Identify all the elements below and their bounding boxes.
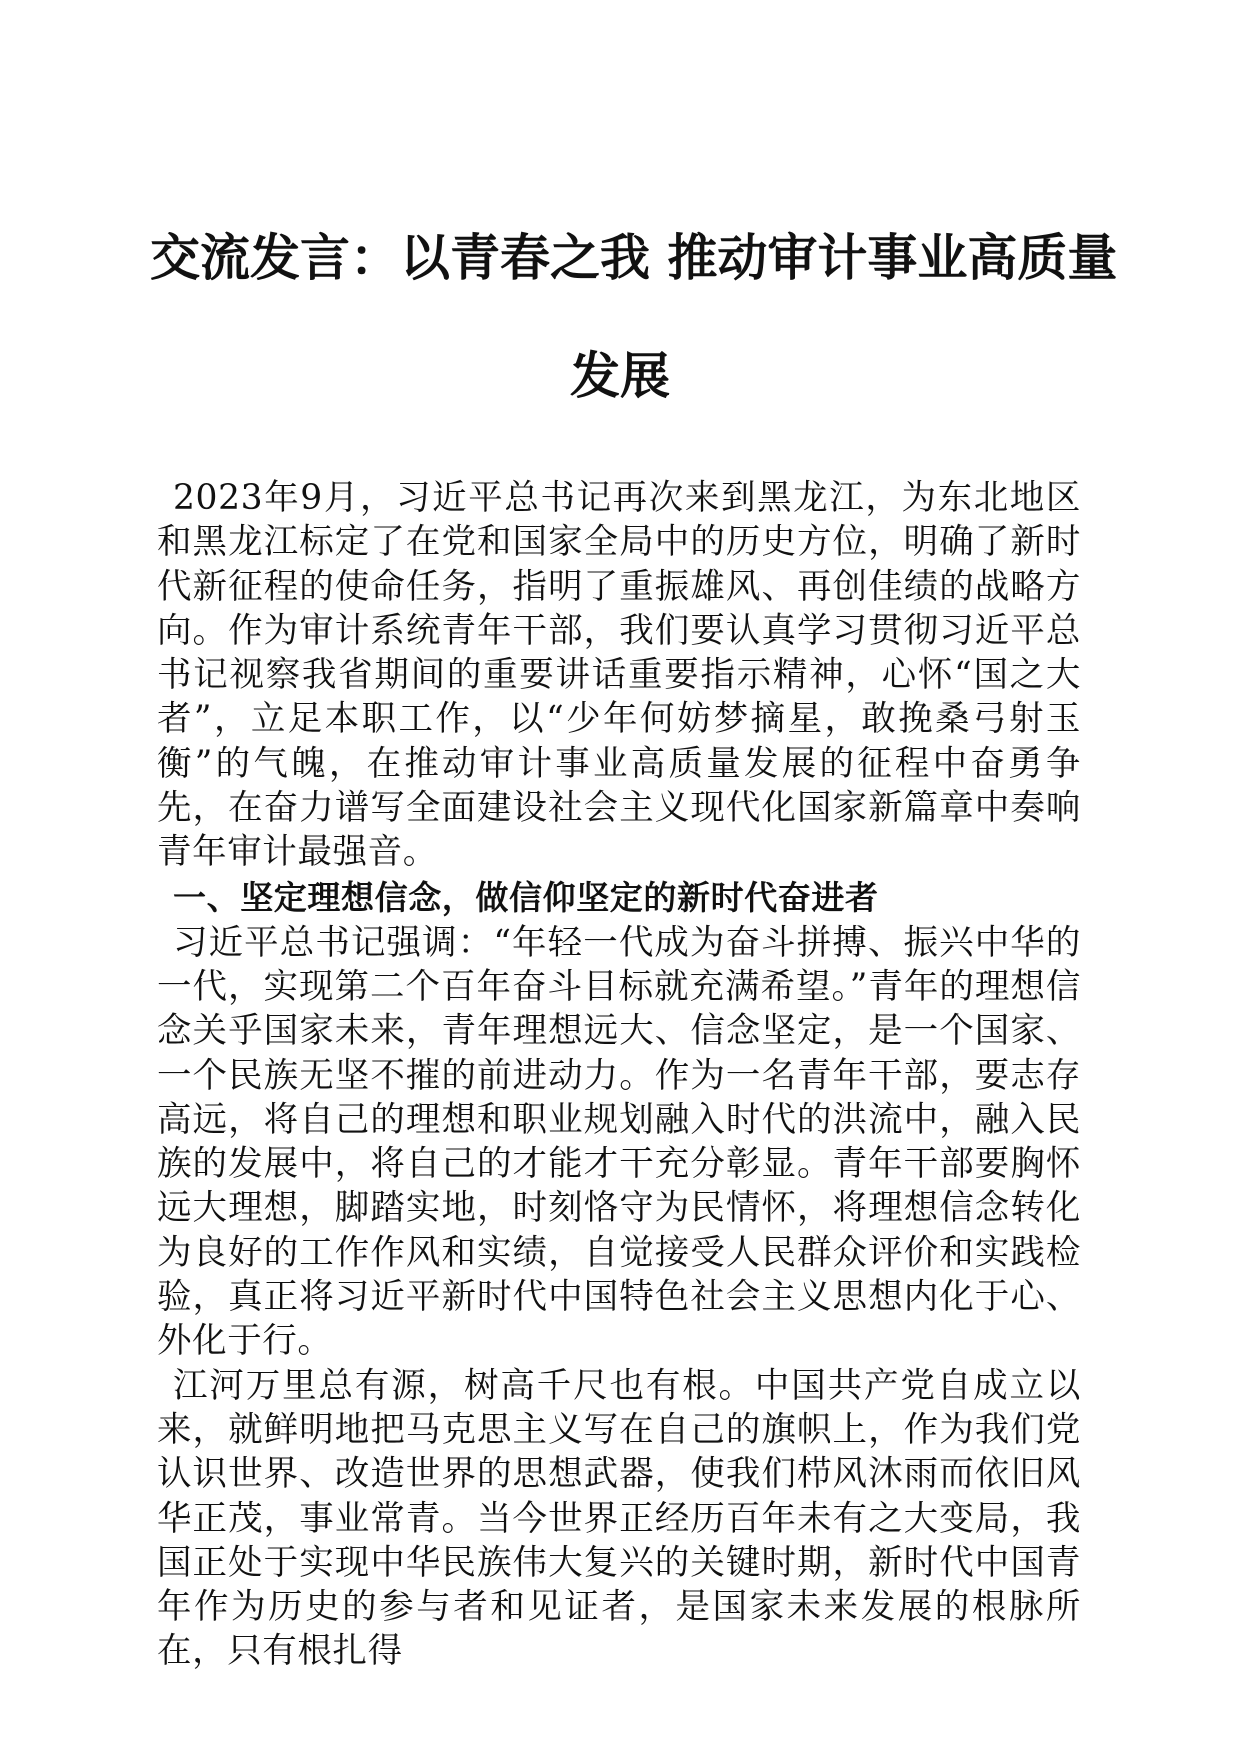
intro-paragraph: 2023年9月，习近平总书记再次来到黑龙江，为东北地区和黑龙江标定了在党和国家全局中的历史方位，明确了新时代新征程的使命任务，指明了重振雄风、再创佳绩的战略方向。作为审计系统青年干部，我们要认真学习贯彻习近平总书记视察我省期间的重要讲话重要指示精神，心怀“国之大者”，立足本职工作，以“少年何妨梦摘星，敢挽桑弓射玉衡”的气魄，在推动审计事业高质量发展的征程中奋勇争先，在奋力谱写全面建设社会主义现代化国家新篇章中奏响青年审计最强音。 bbox=[157, 478, 1081, 873]
section-1-heading: 一、坚定理想信念，做信仰坚定的新时代奋进者 bbox=[173, 877, 879, 917]
document-title-line-1: 交流发言：以青春之我 推动审计事业高质量 bbox=[150, 228, 1118, 287]
document-title-line-2: 发展 bbox=[570, 346, 670, 405]
section-1-paragraph-1: 习近平总书记强调：“年轻一代成为奋斗拼搏、振兴中华的一代，实现第二个百年奋斗目标就充满希望。”青年的理想信念关乎国家未来，青年理想远大、信念坚定，是一个国家、一个民族无坚不摧的前进动力。作为一名青年干部，要志存高远，将自己的理想和职业规划融入时代的洪流中，融入民族的发展中，将自己的才能才干充分彰显。青年干部要胸怀远大理想，脚踏实地，时刻恪守为民情怀，将理想信念转化为良好的工作作风和实绩，自觉接受人民群众评价和实践检验，真正将习近平新时代中国特色社会主义思想内化于心、外化于行。 bbox=[157, 922, 1081, 1362]
document-body bbox=[157, 476, 1081, 1674]
section-1-paragraph-2: 江河万里总有源，树高千尺也有根。中国共产党自成立以来，就鲜明地把马克思主义写在自己的旗帜上，作为我们党认识世界、改造世界的思想武器，使我们栉风沐雨而依旧风华正茂，事业常青。当今世界正经历百年未有之大变局，我国正处于实现中华民族伟大复兴的关键时期，新时代中国青年作为历史的参与者和见证者，是国家未来发展的根脉所在，只有根扎得 bbox=[157, 1365, 1081, 1672]
